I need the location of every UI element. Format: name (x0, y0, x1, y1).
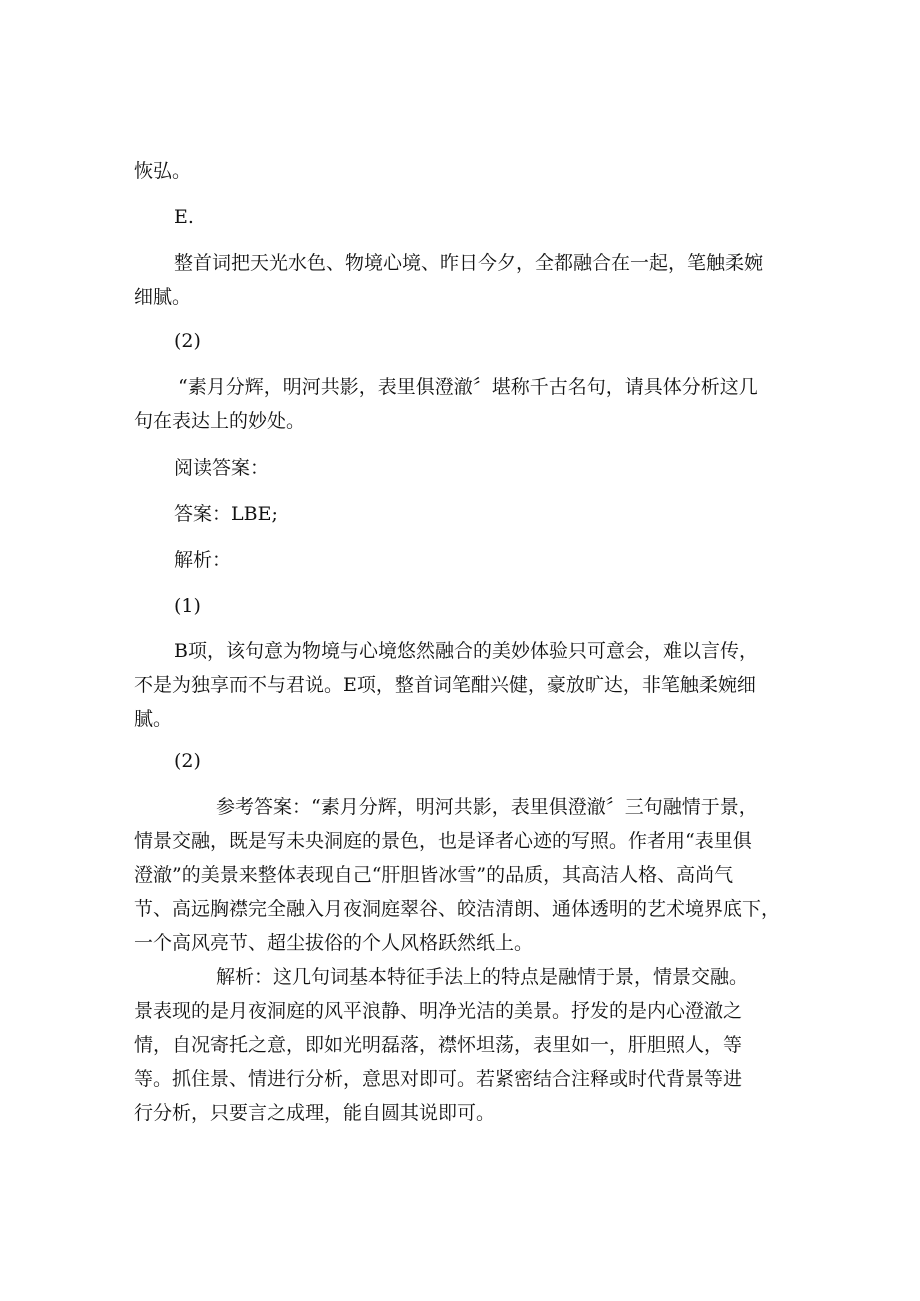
question-2-line-2: 句在表达上的妙处。 (134, 410, 306, 432)
option-e-line-2: 细腻。 (134, 286, 192, 308)
analysis-2-paragraph (134, 960, 748, 1130)
analysis-1-line-3: 腻。 (134, 708, 173, 730)
option-e-line-1: 整首词把天光水色、物境心境、昨日今夕，全都融合在一起，笔触柔婉 (174, 252, 764, 274)
analysis-2-line-5: 行分析，只要言之成理，能自圆其说即可。 (134, 1102, 496, 1124)
analysis-heading: 解析： (174, 549, 232, 571)
reference-answer-line-5: 一个高风亮节、超尘拔俗的个人风格跃然纸上。 (134, 932, 534, 954)
question-2-paragraph (134, 370, 758, 438)
analysis-1-line-2: 不是为独享而不与君说。E项，整首词笔酣兴健，豪放旷达，非笔触柔婉细 (134, 674, 756, 696)
question-2-line-1: “素月分辉，明河共影，表里俱澄澈〞堪称千古名句，请具体分析这几 (178, 376, 758, 398)
reference-answer-line-4: 节、高远胸襟完全融入月夜洞庭翠谷、皎洁清朗、通体透明的艺术境界底下， (134, 898, 781, 920)
question-2-number: (2) (174, 330, 201, 352)
reference-answer-paragraph (134, 790, 780, 960)
text-line-hui-hong: 恢弘。 (134, 160, 192, 182)
option-e-paragraph (134, 246, 763, 314)
analysis-1-line-1: B项，该句意为物境与心境悠然融合的美妙体验只可意会，难以言传， (174, 640, 758, 662)
analysis-2-line-1: 解析：这几句词基本特征手法上的特点是融情于景，情景交融。 (216, 966, 749, 988)
analysis-1-number: (1) (174, 595, 201, 617)
analysis-2-number: (2) (174, 750, 201, 772)
option-e-label: E. (174, 206, 194, 228)
reference-answer-line-3: 澄澈”的美景来整体表现自己“肝胆皆冰雪”的品质，其高洁人格、高尚气 (134, 864, 734, 886)
answer-line: 答案：LBE; (174, 503, 278, 525)
answer-heading: 阅读答案： (174, 457, 270, 479)
reference-answer-line-1: 参考答案：“素月分辉，明河共影，表里俱澄澈〞三句融情于景， (216, 796, 758, 818)
analysis-2-line-2: 景表现的是月夜洞庭的风平浪静、明净光洁的美景。抒发的是内心澄澈之 (134, 1000, 743, 1022)
analysis-1-paragraph (134, 634, 758, 736)
reference-answer-line-2: 情景交融，既是写未央洞庭的景色，也是译者心迹的写照。作者用“表里俱 (134, 830, 752, 852)
analysis-2-line-4: 等。抓住景、情进行分析，意思对即可。若紧密结合注释或时代背景等进 (134, 1068, 743, 1090)
analysis-2-line-3: 情，自况寄托之意，即如光明磊落，襟怀坦荡，表里如一，肝胆照人，等 (134, 1034, 743, 1056)
